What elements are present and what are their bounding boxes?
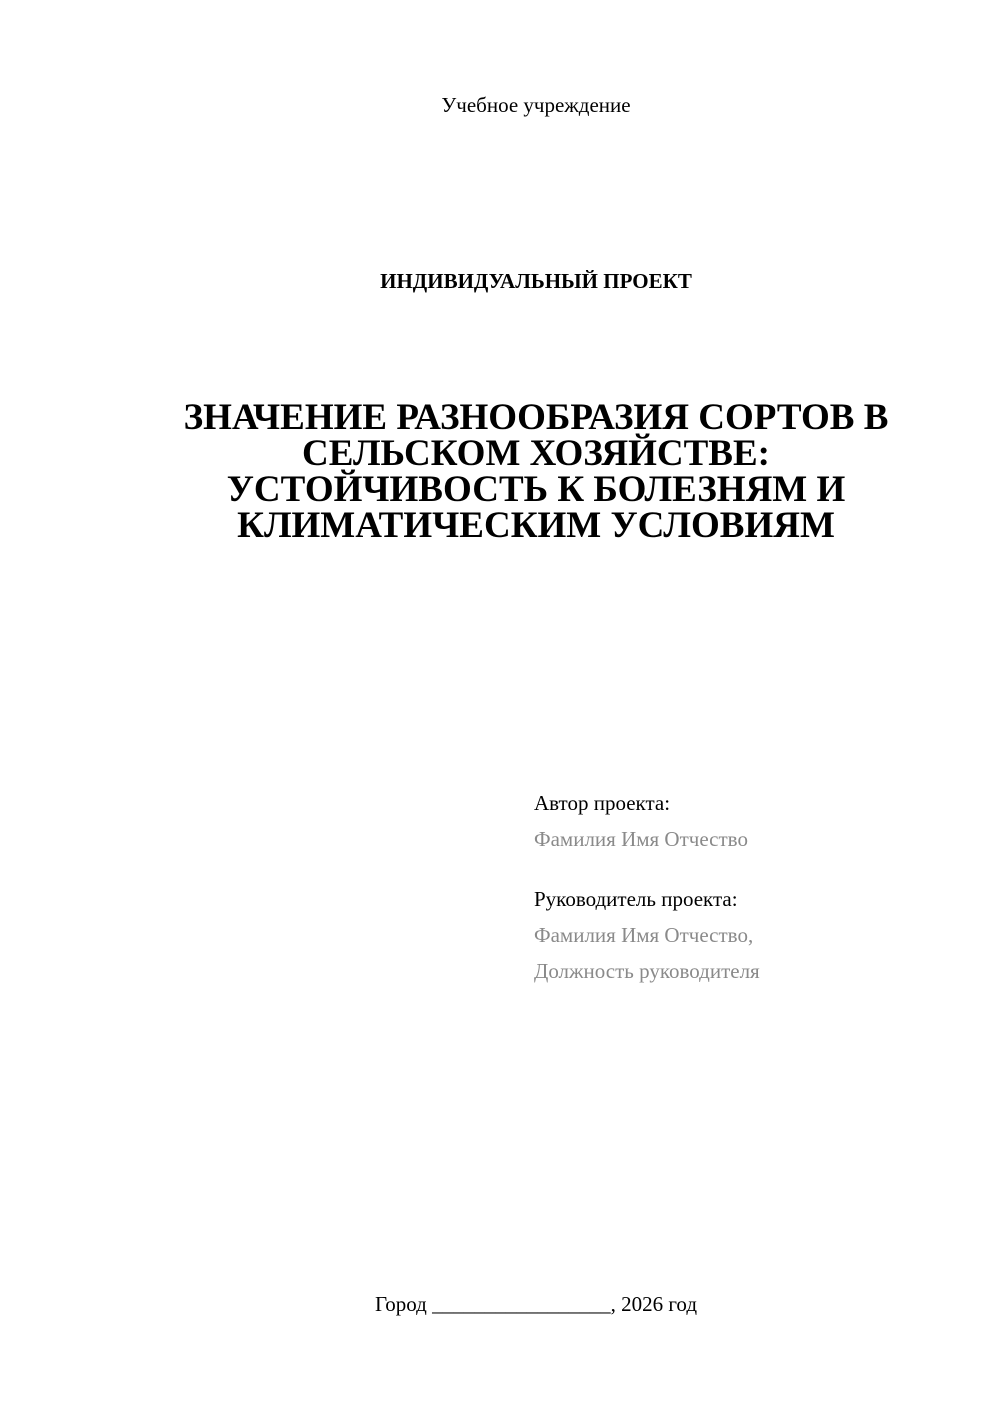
project-title-line: СЕЛЬСКОМ ХОЗЯЙСТВЕ: (302, 433, 770, 474)
author-name: Фамилия Имя Отчество (534, 827, 748, 851)
project-title-line: КЛИМАТИЧЕСКИМ УСЛОВИЯМ (237, 505, 835, 546)
supervisor-label: Руководитель проекта: (534, 887, 738, 911)
institution-name: Учебное учреждение (441, 93, 631, 117)
project-title-line: УСТОЙЧИВОСТЬ К БОЛЕЗНЯМ И (226, 469, 846, 510)
author-label: Автор проекта: (534, 791, 671, 815)
project-title (130, 397, 942, 546)
supervisor-name: Фамилия Имя Отчество, (534, 923, 754, 947)
document-type: ИНДИВИДУАЛЬНЫЙ ПРОЕКТ (380, 269, 692, 293)
supervisor-position: Должность руководителя (534, 959, 760, 983)
credits-block (534, 790, 974, 984)
project-title-line: ЗНАЧЕНИЕ РАЗНООБРАЗИЯ СОРТОВ В (183, 397, 889, 438)
city-year-line: Город _________________, 2026 год (374, 1292, 698, 1316)
